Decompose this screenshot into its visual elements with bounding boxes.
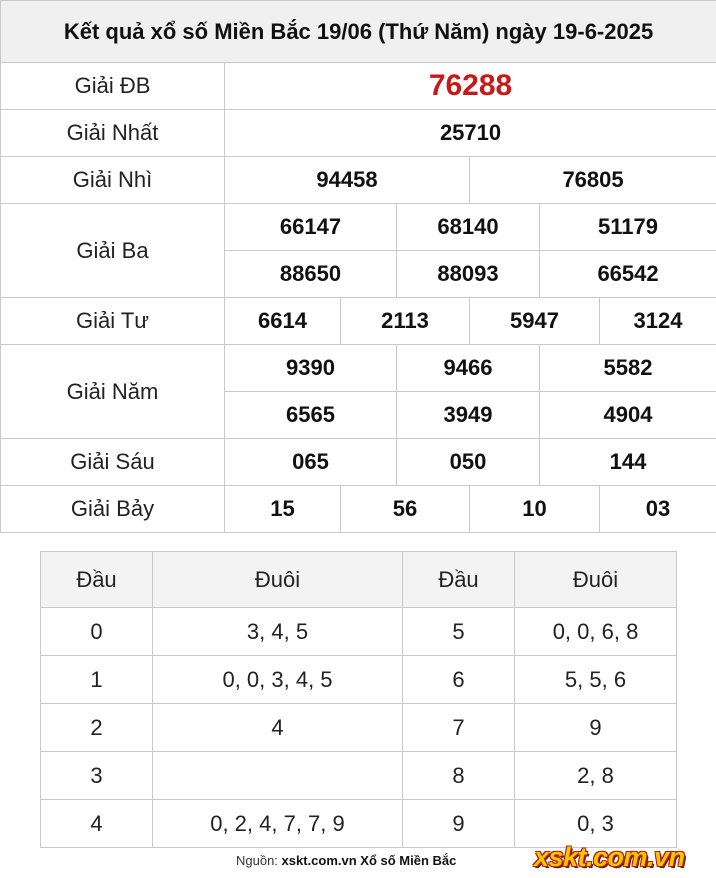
prize-number: 51179 [540,204,716,251]
page-title: Kết quả xổ số Miền Bắc 19/06 (Thứ Năm) ngày 19-6-2025 [1,1,716,63]
prize-number: 76805 [470,157,716,204]
prize-label: Giải Bảy [1,486,225,533]
loto-head-digit: 1 [41,656,153,704]
prize-number: 25710 [225,110,716,157]
loto-head-digit: 7 [403,704,515,752]
prize-row-db [1,63,716,110]
prize-number: 5582 [540,345,716,392]
prize-number: 5947 [470,298,600,345]
loto-tail-digits: 5, 5, 6 [515,656,677,704]
loto-tail-digits [153,752,403,800]
loto-head-digit: 3 [41,752,153,800]
prize-number: 03 [600,486,716,533]
special-prize-number: 76288 [225,63,716,110]
prize-number: 9390 [225,345,397,392]
prize-row-sau [1,439,716,486]
prize-label: Giải Nhì [1,157,225,204]
prize-row-ba [1,204,716,251]
loto-header-duoi: Đuôi [515,552,677,608]
loto-header-dau: Đầu [403,552,515,608]
prize-label: Giải ĐB [1,63,225,110]
prize-number: 6614 [225,298,341,345]
loto-head-digit: 6 [403,656,515,704]
loto-header-duoi: Đuôi [153,552,403,608]
prize-number: 3124 [600,298,716,345]
prize-number: 66147 [225,204,397,251]
prize-label: Giải Ba [1,204,225,298]
loto-row [41,656,677,704]
loto-tail-digits: 0, 0, 6, 8 [515,608,677,656]
loto-tail-digits: 3, 4, 5 [153,608,403,656]
prize-number: 56 [341,486,470,533]
loto-row [41,704,677,752]
loto-tail-digits: 4 [153,704,403,752]
prize-row-tu [1,298,716,345]
prize-number: 050 [397,439,540,486]
loto-row [41,800,677,848]
loto-tail-digits: 2, 8 [515,752,677,800]
loto-tail-digits: 0, 3 [515,800,677,848]
loto-row [41,608,677,656]
prize-number: 94458 [225,157,470,204]
prize-number: 144 [540,439,716,486]
prize-row-nhi [1,157,716,204]
source-site: xskt.com.vn Xổ số Miền Bắc [281,853,457,868]
prize-number: 3949 [397,392,540,439]
prize-label: Giải Tư [1,298,225,345]
loto-tail-digits: 9 [515,704,677,752]
prize-number: 88093 [397,251,540,298]
brand-logo: xskt.com.vn [534,842,685,872]
loto-table [40,551,677,848]
prize-label: Giải Nhất [1,110,225,157]
loto-head-digit: 8 [403,752,515,800]
loto-head-digit: 0 [41,608,153,656]
prize-number: 88650 [225,251,397,298]
loto-head-digit: 4 [41,800,153,848]
loto-header-row [41,552,677,608]
prize-number: 9466 [397,345,540,392]
prize-number: 66542 [540,251,716,298]
loto-head-digit: 9 [403,800,515,848]
prize-row-nhat [1,110,716,157]
prize-number: 10 [470,486,600,533]
prize-row-bay [1,486,716,533]
source-note [236,853,456,868]
loto-header-dau: Đầu [41,552,153,608]
loto-head-digit: 2 [41,704,153,752]
prize-label: Giải Năm [1,345,225,439]
loto-tail-digits: 0, 2, 4, 7, 7, 9 [153,800,403,848]
loto-row [41,752,677,800]
loto-tail-digits: 0, 0, 3, 4, 5 [153,656,403,704]
source-prefix: Nguồn: [236,853,278,868]
prize-number: 2113 [341,298,470,345]
prize-number: 6565 [225,392,397,439]
prize-number: 4904 [540,392,716,439]
loto-head-digit: 5 [403,608,515,656]
prize-number: 065 [225,439,397,486]
prize-label: Giải Sáu [1,439,225,486]
prize-number: 68140 [397,204,540,251]
prize-number: 15 [225,486,341,533]
prize-row-nam [1,345,716,392]
